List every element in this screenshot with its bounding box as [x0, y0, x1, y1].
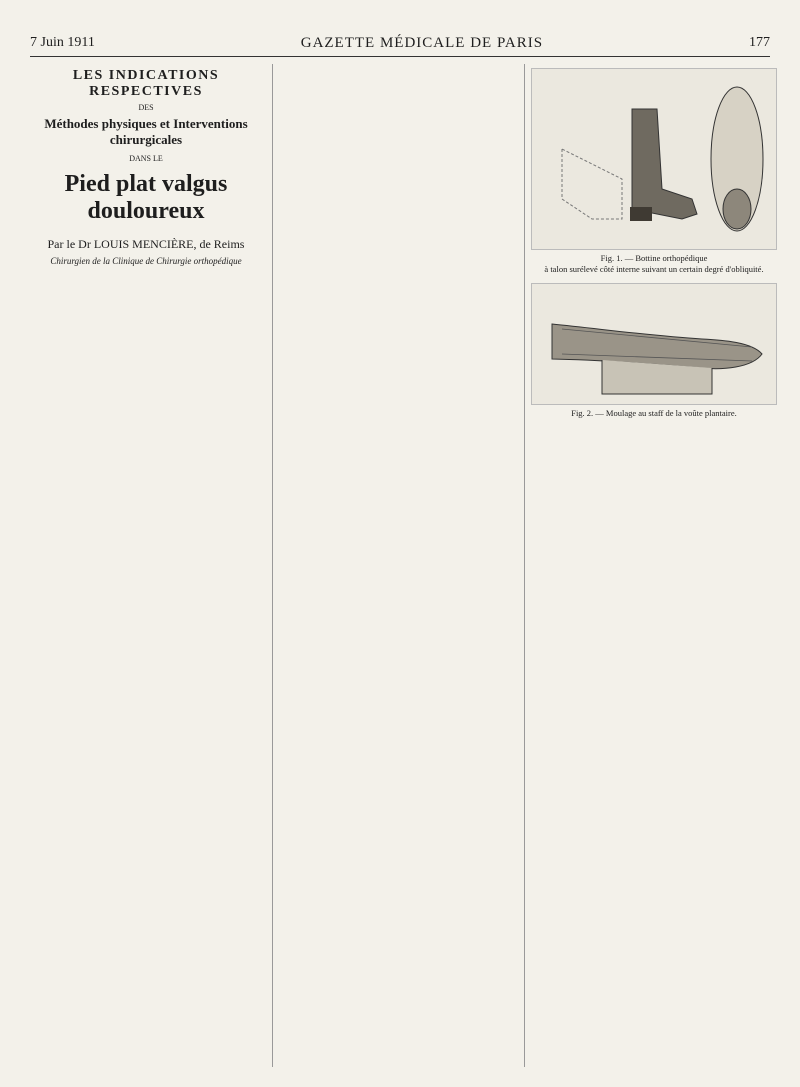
column-1: [28, 64, 264, 1067]
figure-1-caption: [531, 253, 777, 275]
column-2: [272, 64, 521, 1067]
article-byline: Par le Dr LOUIS MENCIÈRE, de Reims: [47, 237, 245, 251]
orthopedic-boot-illustration: [532, 69, 776, 249]
figure-1-image: [531, 68, 777, 250]
article-title: Pied plat valgus douloureux: [64, 171, 228, 224]
plaster-foot-mold-illustration: [532, 284, 776, 404]
page-number: 177: [749, 35, 770, 50]
running-head: [30, 30, 770, 57]
column-3: [524, 64, 777, 1067]
figure-2-caption: Fig. 2. — Moulage au staff de la voûte plantaire.: [571, 408, 737, 418]
journal-title: GAZETTE MÉDICALE DE PARIS: [300, 34, 544, 51]
article-kicker: LES INDICATIONS RESPECTIVES: [72, 68, 220, 99]
figure-1-caption-line-1: Fig. 1. — Bottine orthopédique: [600, 253, 708, 263]
article-kicker-sub: DES: [138, 103, 154, 112]
figure-2-image: [531, 283, 777, 405]
article-subhead: Méthodes physiques et Interventions chirurgicales: [44, 116, 248, 147]
article-affiliation: Chirurgien de la Clinique de Chirurgie orthopédique: [50, 256, 242, 266]
issue-date: 7 Juin 1911: [30, 35, 95, 50]
figure-1-caption-line-2: à talon surélevé côté interne suivant un certain degré d'obliquité.: [544, 264, 764, 274]
article-dans-le: DANS LE: [129, 154, 163, 163]
figure-1: [531, 68, 777, 275]
figure-2: [531, 283, 777, 419]
